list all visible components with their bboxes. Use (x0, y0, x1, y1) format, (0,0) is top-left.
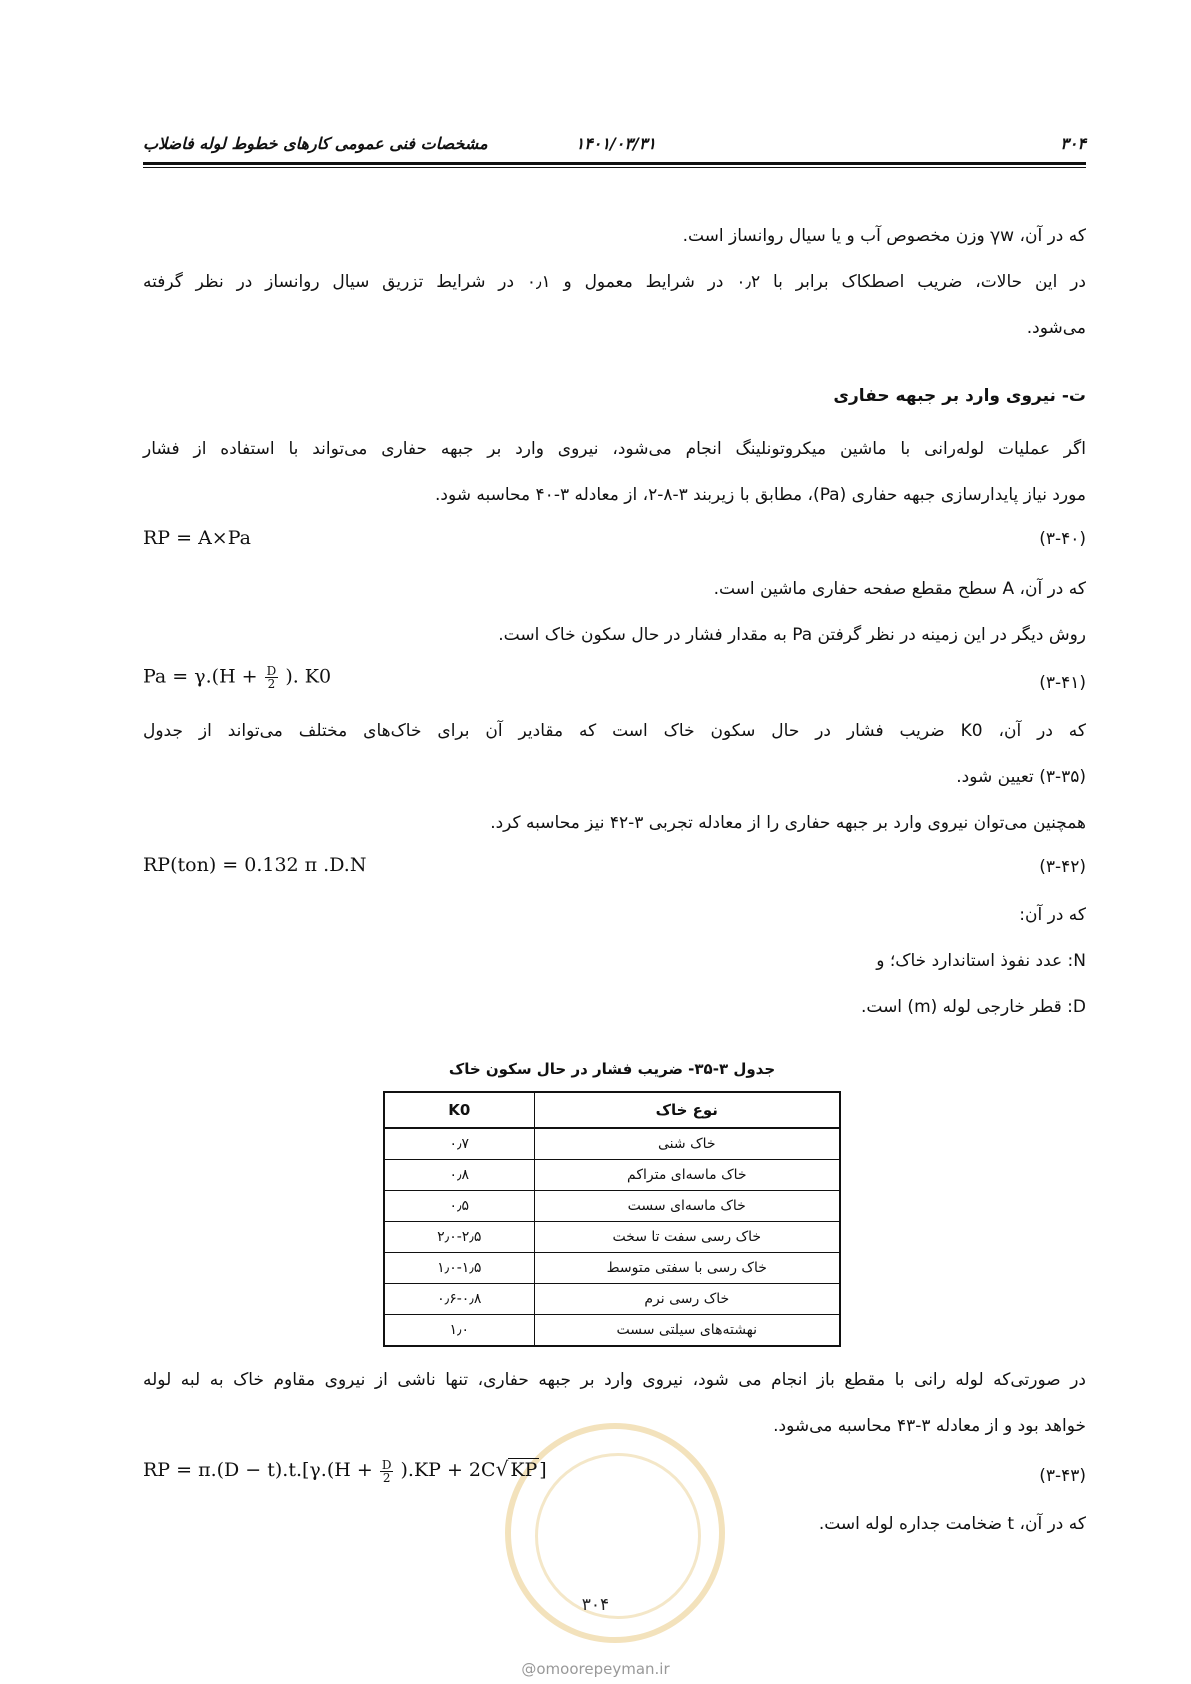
equation-42: RP(ton) = 0.132 π .D.N (143, 854, 367, 876)
k0-cell: ۰٫۶-۰٫۸ (384, 1284, 534, 1315)
k0-cell: ۰٫۵ (384, 1191, 534, 1222)
k0-cell: ۰٫۸ (384, 1160, 534, 1191)
paragraph: (۳-۳۵) تعیین شود. (956, 767, 1086, 787)
paragraph: روش دیگر در این زمینه در نظر گرفتن Pa به مقدار فشار در حال سکون خاک است. (498, 625, 1086, 645)
section-heading: ت- نیروی وارد بر جبهه حفاری (833, 386, 1086, 406)
document-title: مشخصات فنی عمومی کارهای خطوط لوله فاضلاب (143, 134, 488, 153)
fraction-numerator: D (381, 1457, 392, 1472)
equation-number: (۳-۴۰) (1039, 529, 1086, 549)
sqrt-radicand: KP (510, 1459, 538, 1481)
soil-type-cell: خاک رسی نرم (534, 1284, 840, 1315)
equation-part: RP = π.(D − t).t.[γ.(H + (143, 1459, 373, 1481)
paragraph: در این حالات، ضریب اصطکاک برابر با ۰٫۲ در شرایط معمول و ۰٫۱ در شرایط تزریق سیال روانساز در نظر گرفته (143, 272, 1086, 292)
k0-cell: ۱٫۰ (384, 1315, 534, 1347)
header-rule-thin (143, 167, 1086, 168)
paragraph: می‌شود. (1026, 318, 1086, 338)
soil-type-cell: خاک ماسه‌ای سست (534, 1191, 840, 1222)
fraction (380, 1459, 394, 1484)
footer-watermark: @omoorepeyman.ir (521, 1660, 670, 1678)
fraction-denominator: 2 (382, 1470, 391, 1485)
k0-cell: ۲٫۰-۲٫۵ (384, 1222, 534, 1253)
column-header-k0: K0 (384, 1092, 534, 1128)
paragraph: خواهد بود و از معادله ۳-۴۳ محاسبه می‌شود. (773, 1416, 1086, 1436)
table-row (384, 1222, 840, 1253)
equation-number: (۳-۴۲) (1039, 857, 1086, 877)
table-row (384, 1253, 840, 1284)
header-date: ۱۴۰۱/۰۳/۳۱ (575, 134, 656, 153)
equation-part: ).KP + 2C (400, 1459, 496, 1481)
equation-40: RP = A×Pa (143, 527, 251, 549)
table-row (384, 1128, 840, 1160)
table-row (384, 1160, 840, 1191)
soil-type-cell: نهشته‌های سیلتی سست (534, 1315, 840, 1347)
fraction-numerator: D (266, 664, 277, 678)
paragraph: مورد نیاز پایدارسازی جبهه حفاری (Pa)، مطابق با زیربند ۳-۸-۲، از معادله ۳-۴۰ محاسبه شود. (434, 485, 1086, 505)
paragraph: همچنین می‌توان نیروی وارد بر جبهه حفاری را از معادله تجربی ۳-۴۲ نیز محاسبه کرد. (490, 813, 1086, 833)
soil-type-cell: خاک رسی با سفتی متوسط (534, 1253, 840, 1284)
header-rule-thick (143, 162, 1086, 165)
soil-type-cell: خاک رسی سفت تا سخت (534, 1222, 840, 1253)
equation-part: ). K0 (285, 665, 332, 688)
equation-43 (143, 1457, 547, 1484)
fraction-denominator: 2 (267, 677, 276, 691)
equation-number: (۳-۴۱) (1039, 673, 1086, 693)
k0-cell: ۱٫۰-۱٫۵ (384, 1253, 534, 1284)
k0-cell: ۰٫۷ (384, 1128, 534, 1160)
paragraph: N: عدد نفوذ استاندارد خاک؛ و (876, 951, 1086, 971)
page-number: ۳۰۴ (1060, 134, 1086, 153)
equation-part: ] (539, 1459, 547, 1481)
pressure-coefficient-table (383, 1091, 841, 1347)
sqrt-sign: √ (495, 1457, 509, 1481)
equation-number: (۳-۴۳) (1039, 1466, 1086, 1486)
paragraph: که در آن، K0 ضریب فشار در حال سکون خاک است که مقادیر آن برای خاک‌های مختلف می‌تواند از جدول (143, 721, 1086, 741)
seal-page-number: ۳۰۴ (581, 1595, 610, 1615)
column-header-soil-type: نوع خاک (534, 1092, 840, 1128)
table-row (384, 1284, 840, 1315)
table-header-row (384, 1092, 840, 1128)
table-row (384, 1315, 840, 1347)
paragraph: اگر عملیات لوله‌رانی با ماشین میکروتونلینگ انجام می‌شود، نیروی وارد بر جبهه حفاری می‌تواند با استفاده از فشار (143, 439, 1086, 459)
soil-type-cell: خاک شنی (534, 1128, 840, 1160)
paragraph: که در آن، A سطح مقطع صفحه حفاری ماشین است. (713, 579, 1086, 599)
paragraph: که در آن، t ضخامت جداره لوله است. (818, 1514, 1086, 1534)
paragraph: در صورتی‌که لوله رانی با مقطع باز انجام می شود، نیروی وارد بر جبهه حفاری، تنها ناشی از نیروی مقاوم خاک به لبه لوله (143, 1370, 1086, 1390)
fraction (265, 665, 279, 690)
equation-part: Pa = γ.(H + (143, 665, 258, 688)
equation-41 (143, 665, 331, 690)
soil-type-cell: خاک ماسه‌ای متراکم (534, 1160, 840, 1191)
paragraph: D: قطر خارجی لوله (m) است. (860, 997, 1086, 1017)
table-row (384, 1191, 840, 1222)
table-caption: جدول ۳-۳۵- ضریب فشار در حال سکون خاک (448, 1060, 776, 1078)
paragraph: که در آن: (1019, 905, 1086, 925)
page-header (143, 128, 1086, 162)
paragraph: که در آن، γw وزن مخصوص آب و یا سیال روانساز است. (682, 226, 1086, 246)
